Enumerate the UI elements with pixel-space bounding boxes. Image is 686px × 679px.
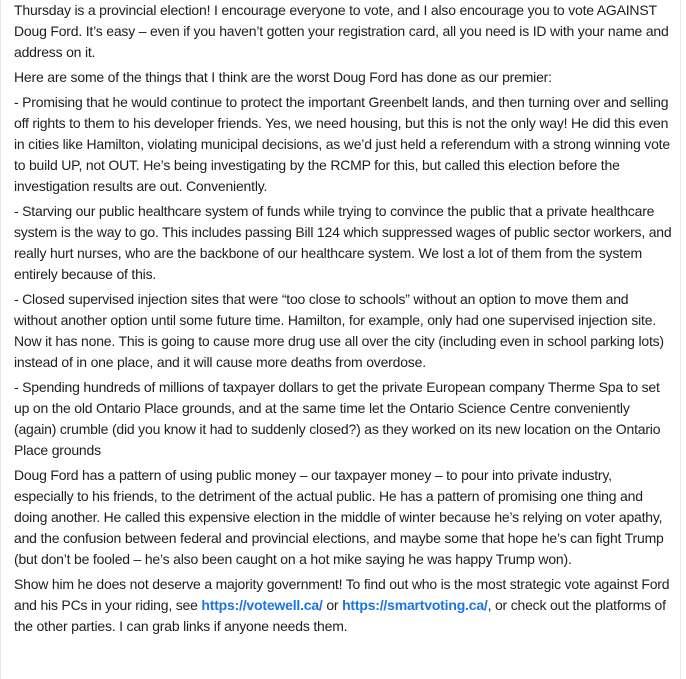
pattern-paragraph: Doug Ford has a pattern of using public money – our taxpayer money – to pour into private industry, especially to his friends, to the detriment of the actual public. He has a pattern of promising one thing and doing another. He called this expensive election in the middle of winter because he’s relying on voter apathy, and the confusion between federal and provincial elections, and maybe some that hope he’s can fight Trump (but don’t be fooled – he’s also been caught on a hot mike saying he was happy Trump won). <box>14 467 664 567</box>
closing-text-before-links: Show him he does not deserve a majority government! To find out who is the most strategic vote against Ford and his PCs in your riding, see <box>14 576 670 613</box>
closing-paragraph <box>14 574 672 637</box>
votewell-link[interactable]: https://votewell.ca/ <box>201 597 323 613</box>
therme-spa-paragraph: - Spending hundreds of millions of taxpayer dollars to get the private European company Therme Spa to set up on the old Ontario Place grounds, and at the same time let the Ontario Science Centre conveniently (again) crumble (did you know it had to suddenly closed?) as they worked on its new location on the Ontario Place grounds <box>14 379 661 458</box>
closing-text-after-links: , or check out the platforms of the other parties. I can grab links if anyone needs them. <box>14 597 666 634</box>
closing-text-between-links: or <box>322 597 343 613</box>
smartvoting-link[interactable]: https://smartvoting.ca/ <box>342 597 488 613</box>
healthcare-paragraph: - Starving our public healthcare system of funds while trying to convince the public that a private healthcare system is the way to go. This includes passing Bill 124 which suppressed wages of public sector workers, and really hurt nurses, who are the backbone of our healthcare system. We lost a lot of them from the system entirely because of this. <box>14 203 672 282</box>
intro-paragraph: Thursday is a provincial election! I encourage everyone to vote, and I also encourage you to vote AGAINST Doug Ford. It’s easy – even if you haven’t gotten your registration card, all you need is ID with your name and address on it. <box>14 2 669 60</box>
greenbelt-paragraph: - Promising that he would continue to protect the important Greenbelt lands, and then turning over and selling off rights to them to his developer friends. Yes, we need housing, but this is not the only way! He did this even in cities like Hamilton, violating municipal decisions, as we’d just held a referendum with a strong winning vote to build UP, not OUT. He’s being investigating by the RCMP for this, but called this election before the investigation results are out. Conveniently. <box>14 94 670 194</box>
injection-sites-paragraph: - Closed supervised injection sites that were “too close to schools” without an option to move them and without another option until some future time. Hamilton, for example, only had one supervised injection site. Now it has none. This is going to cause more drug use all over the city (including even in school parking lots) instead of in one place, and it will cause more deaths from overdose. <box>14 291 664 370</box>
list-intro-paragraph: Here are some of the things that I think are the worst Doug Ford has done as our premier: <box>14 69 552 85</box>
